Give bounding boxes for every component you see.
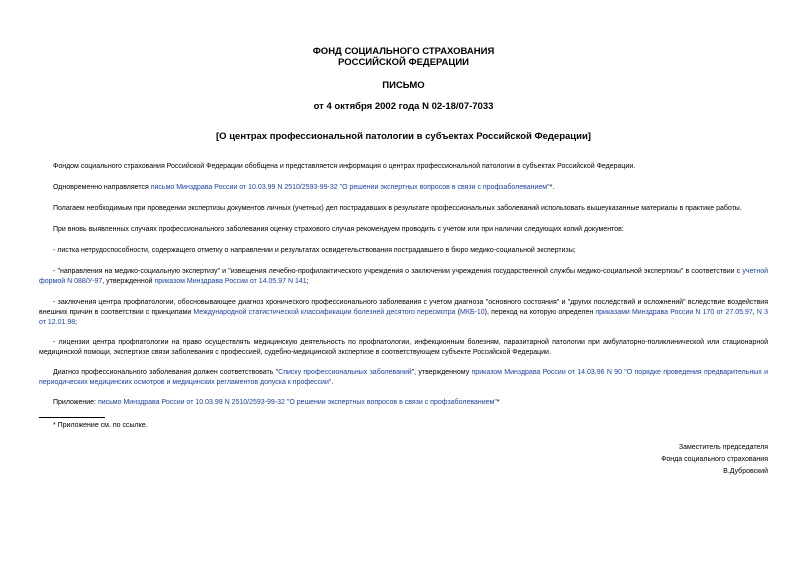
paragraph-5: - листка нетрудоспособности, содержащего отметку о направлении и результатах освидетельствования пострадавшего в бюро медико-социальной экспертизы;: [53, 247, 576, 254]
org-name-line2: РОССИЙСКОЙ ФЕДЕРАЦИИ: [337, 57, 469, 68]
doc-date: от 4 октября 2002 года N 02-18/07-7033: [313, 101, 494, 112]
p9-text-mid: ", утвержденному: [411, 369, 472, 376]
p9-text-end: .: [331, 379, 334, 386]
doc-type: ПИСЬМО: [382, 80, 425, 91]
link-form-088[interactable]: учетной формой N 088/У-97: [39, 268, 768, 285]
link-order-141[interactable]: приказом Минздрава России от 14.05.97 N 141: [154, 278, 307, 285]
link-icd-10[interactable]: МКБ-10: [460, 309, 485, 316]
signature-position: Заместитель председателя: [678, 444, 768, 451]
link-letter-minzdrav-1999[interactable]: письмо Минздрава России от 10.03.99 N 2510/2593-99-32 "О решении экспертных вопросов в связи с профзаболеванием": [150, 184, 550, 191]
paragraph-appendix: [39, 398, 768, 408]
signature-organization: Фонда социального страхования: [661, 456, 768, 463]
link-order-90[interactable]: приказом Минздрава России от 14.03.96 N 90 "О порядке проведения предварительных и периодических медицинских осмотров и медицинских регламентов допуска к профессии": [39, 369, 768, 386]
p7-text-mid3: ,: [752, 309, 757, 316]
p9-text: Диагноз профессионального заболевания должен соответствовать ": [53, 369, 279, 376]
p6-text: - "направления на медико-социальную экспертизу" и "извещения лечебно-профилактического учреждения о заключении учреждения государственной службы медико-социальной экспертизы" в соответствии с: [53, 268, 743, 275]
paragraph-1: Фондом социального страхования Российской Федерации обобщена и представляется информация о центрах профессиональной патологии в субъектах Российской Федерации.: [53, 163, 636, 170]
paragraph-7: [39, 298, 768, 328]
p2-text-end: *.: [549, 184, 555, 191]
paragraph-8: - лицензии центра профпатологии на право осуществлять медицинскую деятельность по профпатологии, инфекционным болезням, паразитарной патологии при амбулаторно-поликлинической или стационарной медицинской помощи, экспертизе связи заболевания с профессией, судебно-медицинской экспертизе в соответствующем субъекте Российской Федерации.: [39, 339, 768, 356]
appendix-text-end: *: [496, 399, 500, 406]
signature-name: В.Дубровский: [723, 468, 768, 475]
p7-text-mid1: (: [455, 309, 461, 316]
signature-block: [661, 442, 768, 478]
org-name-line1: ФОНД СОЦИАЛЬНОГО СТРАХОВАНИЯ: [312, 46, 495, 57]
link-order-170[interactable]: приказами Минздрава России N 170 от 27.05.97: [595, 309, 753, 316]
link-order-3[interactable]: N 3 от 12.01.98: [39, 309, 769, 326]
link-occupational-disease-list[interactable]: Списку профессиональных заболеваний: [278, 369, 412, 376]
link-icd-10-classification[interactable]: Международной статистической классификации болезней десятого пересмотра: [193, 309, 456, 316]
appendix-text: Приложение:: [53, 399, 98, 406]
p6-text-mid: , утвержденной: [102, 278, 155, 285]
p6-text-end: ;: [306, 278, 309, 285]
p2-text: Одновременно направляется: [53, 184, 151, 191]
paragraph-3: Полагаем необходимым при проведении экспертизы документов личных (учетных) дел пострадавших в результате профессиональных заболеваний использовать вышеуказанные материалы в практике работы.: [53, 205, 742, 212]
paragraph-4: При вновь выявленных случаях профессионального заболевания оценку страхового случая рекомендуем проводить с учетом или при наличии следующих копий документов:: [53, 226, 624, 233]
footnote: * Приложение см. по ссылке.: [53, 422, 148, 429]
paragraph-9: [39, 368, 768, 388]
doc-title: [О центрах профессиональной патологии в субъектах Российской Федерации]: [216, 131, 591, 142]
link-appendix-letter[interactable]: письмо Минздрава России от 10.03.99 N 2510/2593-99-32 "О решении экспертных вопросов в связи с профзаболеванием": [97, 399, 497, 406]
paragraph-2: [39, 183, 768, 193]
p7-text-end: ;: [75, 319, 78, 326]
p7-text: - заключения центра профпатологии, обосновывающее диагноз хронического профессионального заболевания с учетом диагноза "основного состояния" и "других последствий и осложнений" вследствие воздействия внешних причин в соответствии с принципами: [39, 299, 768, 316]
footnote-divider: [39, 417, 105, 418]
paragraph-6: [39, 267, 768, 287]
p7-text-mid2: ), переход на которую определен: [484, 309, 596, 316]
